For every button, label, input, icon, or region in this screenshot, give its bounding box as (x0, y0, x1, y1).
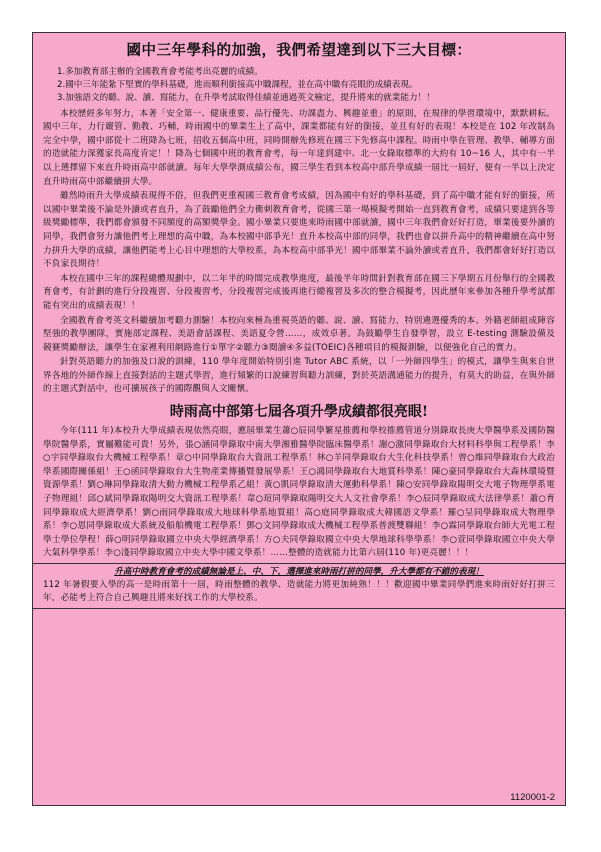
closing-paragraph: 112 年暑假要入學的高一是時雨第十一屆，時雨整體的教學、造就能力將更加純熟！！！歡迎國中畢業同學們進來時雨好好打拼三年，必能考上符合自己興趣且將來好找工作的大學校系。 (43, 580, 555, 604)
goal-item: 2.國中三年能紮下堅實的學科基礎，進而順利銜接高中職課程，並在高中職有亮眼的成績表現。 (57, 80, 418, 91)
goals-list (43, 66, 555, 106)
goal-item: 1.多加教育部主辦的全國教育會考能考出亮麗的成績。 (57, 67, 263, 77)
flyer-page (32, 32, 566, 806)
paragraph-overview: 本校歷經多年努力，本著「安全第一、健康重要、品行優先、功課盡力、興趣並重」的原則，在規律的學習環境中，默默耕耘。國中三年，力行嚴管、勤教、巧輔，時雨國中的畢業生上了高中，課業都能有好的銜接，並且有好的表現！本校是在 102 年改制為完全中學，國中部從十二班降為七班，招收五個高中班，同時開辦先修班在國三下先修高中課程。時雨中學在管理、教學、輔導方面的造就能力深獲家長高度肯定！！降為七個國中班的教育會考，每一年達到建中、北一女錄取標準的大約有 10~16 人，其中有一半以上選擇留下來直升時雨高中部就讀。每年大學學測成績公布，國三學生看到本校高中部升學成績一屆比一屆好，便有一半以上決定直升時雨高中部繼續拼大學。 (43, 108, 555, 187)
slogan-line: 升高中時教育會考的成績無論是上、中、下，選擇進來時雨打拼的同學，升大學都有不錯的表現！ (114, 567, 484, 578)
paragraph-curriculum: 本校在國中三年的課程總體規劃中，以二年半的時間完成教學進度，最後半年時間針對教育部在國三下學期五月份舉行的全國教育會考，有計劃的進行分段複習、分段複習考，分段複習完成後再進行總複習及多次的整合模擬考，因此歷年來參加各種升學考試都能有突出的成績表現！！ (43, 273, 555, 311)
paragraph-results: 今年(111 年)本校升大學成績表現依然亮眼，應屆畢業生蕭○辰同學繁星推薦和學校推薦管道分別錄取長庚大學醫學系及國防醫學院醫學系，實屬難能可貴！另外，張○涵同學錄取中南大學湘雅醫學院臨床醫學系！謝○激同學錄取台大材料科學與工程學系！李○宇同學錄取台大機械工程學系！章○中同學錄取台大資訊工程學系！林○羊同學錄取台大生化科技學系！曾○維同學錄取台大政治學系國際關係組！王○函同學錄取台大生物產業傳播暨發展學系！王○鴻同學錄取台大地質科學系！陳○豪同學錄取台大森林環境暨資源學系！劉○琳同學錄取清大動力機械工程學系乙組！黃○凱同學錄取清大運動科學系！陳○安同學錄取陽明交大電子物理學系電子物理組！邱○斌同學錄取陽明交大資訊工程學系！韋○瑄同學錄取陽明交大人文社會學系！李○辰同學錄取成大法律學系！蕭○育同學錄取成大經濟學系！劉○雨同學錄取成大地球科學系地質組！高○庭同學錄取成大韓國語文學系！羅○呈同學錄取成大物理學系！李○恩同學錄取成大系統及船舶機電工程學系！鄧○文同學錄取成大機械工程學系普渡雙聯組！李○霖同學錄取台師大光電工程學士學位學程！薛○明同學錄取國立中央大學經濟學系！方○夫同學錄取國立中央大學地球科學學系！李○萱同學錄取國立中央大學大氣科學學系！李○淺同學錄取國立中央大學中國文學系！……整體的造就能力比第六屆(110 年)更亮麗！！！ (43, 426, 555, 559)
paragraph-exam-focus: 雖然時雨升大學成績表現得不俗，但我們更重視國三教育會考成績，因為國中有好的學科基礎，到了高中職才能有好的銜接，所以國中畢業後不論是外讀或者直升，為了鼓勵他們全力衝刺教育會考，從國三第一場模擬考開始一直到教育會考，成績只要達到各等級獎勵標準，我們都會頒發不同額度的高額獎學金。國小畢業只要進來時雨國中部就讀，國中三年我們會好好打造，畢業後要外讀的同學，我們會努力讓他們考上理想的高中職，為本校國中部爭光！直升本校高中部的同學，我們也會以拼升高中的精神繼續在高中努力拼升大學的成績，讓他們能考上心目中理想的大學校系，為本校高中部爭光！國中部畢業不論外讀或者直升，我們都會好好打造以不負家長期待！ (43, 191, 555, 270)
paragraph-tutor-abc: 針對英語聽力的加強及口說的訓練，110 學年度開始特別引進 Tutor ABC 系統，以「一外師四學生」的模式，讓學生與來自世界各地的外師作線上直接對話的主題式學習，進行頻繁的口說練習與聽力訓練，對於英語溝通能力的提升，有莫大的助益，在與外師的主題式對話中，也可擴展孩子的國際觀與人文關懷。 (43, 357, 555, 395)
document-id: 1120001-2 (510, 792, 555, 803)
page-title: 國中三年學科的加強，我們希望達到以下三大目標： (126, 42, 472, 59)
section-subtitle: 時雨高中部第七屆各項升學成績都很亮眼! (169, 404, 429, 421)
goal-item: 3.加強語文的聽、說、讀、寫能力，在升學考試取得佳績並通過英文檢定，提升將來的就業能力！！ (57, 93, 435, 104)
closing-section (33, 563, 565, 609)
paragraph-english: 全國教育會考英文科繼續加考聽力測驗！本校向來極為重視英語的聽、說、讀、寫能力，特別遴選優秀的本、外籍老師組成陣容堅強的教學團隊，實施部定課程、美語會話課程、美語夏令營……，成效卓著。為鼓勵學生自發學習，設立 E-testing 測驗設備及競賽獎勵辦法，讓學生在家裡利用網路進行①單字②聽力③閱讀④多益(TOEIC)各種項目的模擬測驗，以便強化自己的實力。 (43, 315, 555, 353)
